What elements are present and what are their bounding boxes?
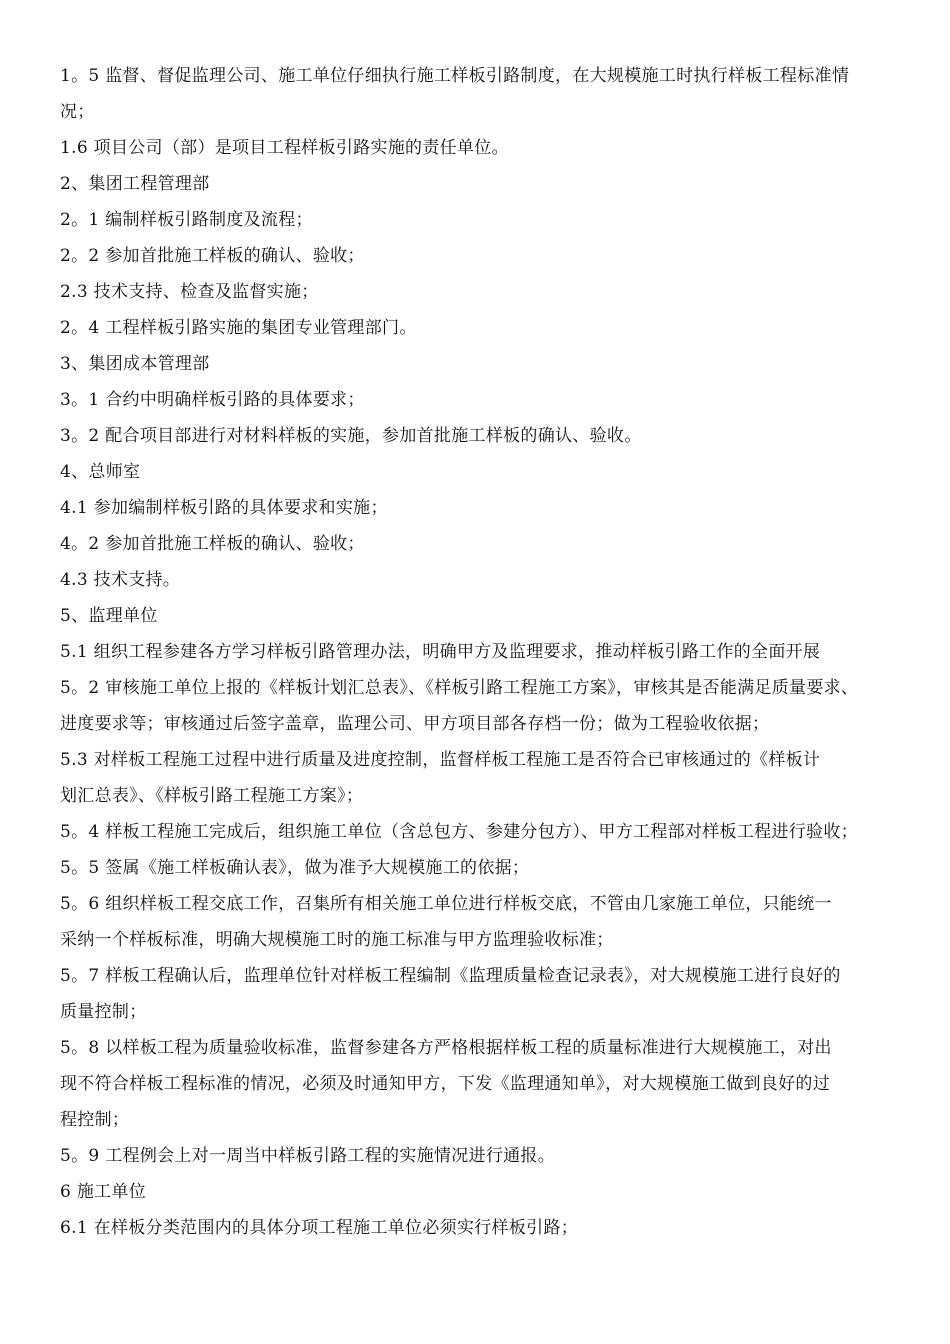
text-line: 3。2 配合项目部进行对材料样板的实施，参加首批施工样板的确认、验收。 [60,426,642,446]
text-line: 划汇总表》、《样板引路工程施工方案》； [60,786,364,806]
text-line: 质量控制； [60,1002,147,1022]
section-heading: 4、总师室 [60,462,141,482]
text-line: 1.6 项目公司（部）是项目工程样板引路实施的责任单位。 [60,138,509,158]
text-line: 5.1 组织工程参建各方学习样板引路管理办法，明确甲方及监理要求，推动样板引路工作的全面开展 [60,642,821,662]
text-line: 进度要求等；审核通过后签字盖章，监理公司、甲方项目部各存档一份；做为工程验收依据； [60,714,770,734]
text-line: 5.3 对样板工程施工过程中进行质量及进度控制，监督样板工程施工是否符合已审核通过的《样板计 [60,750,821,770]
text-line: 1。5 监督、督促监理公司、施工单位仔细执行施工样板引路制度，在大规模施工时执行样板工程标准情 [60,66,850,86]
text-line: 5。6 组织样板工程交底工作，召集所有相关施工单位进行样板交底，不管由几家施工单位，只能统一 [60,894,832,914]
text-line: 采纳一个样板标准，明确大规模施工时的施工标准与甲方监理验收标准； [60,930,614,950]
text-line: 6.1 在样板分类范围内的具体分项工程施工单位必须实行样板引路； [60,1218,579,1238]
section-heading: 3、集团成本管理部 [60,354,210,374]
text-line: 5。7 样板工程确认后，监理单位针对样板工程编制《监理质量检查记录表》，对大规模施工进行良好的 [60,966,841,986]
text-line: 5。2 审核施工单位上报的《样板计划汇总表》、《样板引路工程施工方案》，审核其是否能满足质量要求、 [60,678,859,698]
text-line: 2。1 编制样板引路制度及流程； [60,210,313,230]
text-line: 4.3 技术支持。 [60,570,181,590]
text-line: 3。1 合约中明确样板引路的具体要求； [60,390,365,410]
text-line: 5。5 签属《施工样板确认表》，做为准予大规模施工的依据； [60,858,530,878]
document-page [60,58,902,1246]
section-heading: 6 施工单位 [60,1182,147,1202]
section-heading: 5、监理单位 [60,606,158,626]
text-line: 5。4 样板工程施工完成后，组织施工单位（含总包方、参建分包方）、甲方工程部对样板工程进行验收； [60,822,858,842]
text-line: 4.1 参加编制样板引路的具体要求和实施； [60,498,388,518]
text-line: 2。4 工程样板引路实施的集团专业管理部门。 [60,318,417,338]
text-line: 2。2 参加首批施工样板的确认、验收； [60,246,365,266]
section-heading: 2、集团工程管理部 [60,174,210,194]
text-line: 现不符合样板工程标准的情况，必须及时通知甲方，下发《监理通知单》，对大规模施工做到良好的过 [60,1074,830,1094]
text-line: 5。8 以样板工程为质量验收标准，监督参建各方严格根据样板工程的质量标准进行大规模施工，对出 [60,1038,832,1058]
text-line: 况； [60,102,95,122]
text-line: 2.3 技术支持、检查及监督实施； [60,282,319,302]
text-line: 4。2 参加首批施工样板的确认、验收； [60,534,365,554]
text-line: 5。9 工程例会上对一周当中样板引路工程的实施情况进行通报。 [60,1146,556,1166]
text-line: 程控制； [60,1110,130,1130]
